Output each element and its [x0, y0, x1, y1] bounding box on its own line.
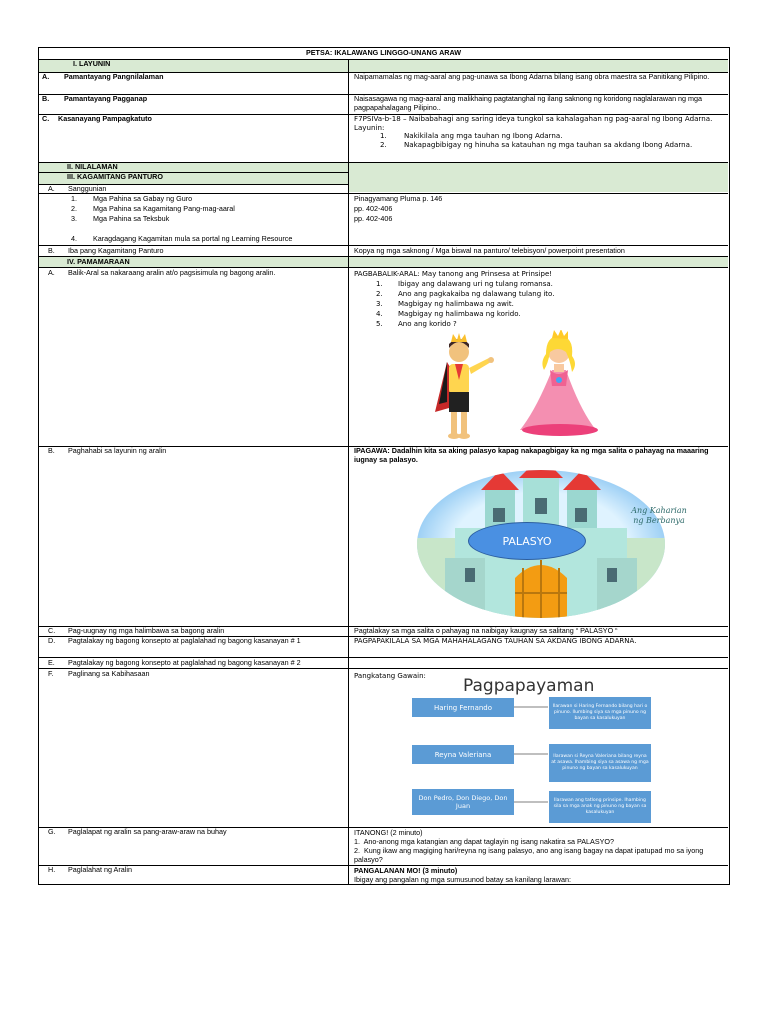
- sanggunian-value: [351, 234, 728, 245]
- label-h-pamamaraan: H.: [48, 865, 56, 874]
- label-b-pamamaraan: B.: [48, 446, 55, 455]
- row-divider: [39, 72, 728, 73]
- sanggunian-row: 2. Mga Pahina sa Kagamitang Pang-mag-aaral: [71, 204, 235, 213]
- sanggunian-value: pp. 402-406: [354, 204, 393, 213]
- section-pamamaraan-heading: IV. PAMAMARAAN: [39, 257, 348, 267]
- haring-fernando-desc: Ilarawan si Haring Fernando bilang hari o pinuno. Ilumbing siya sa mga pinuno ng bayan sa kasalukuyan: [549, 697, 651, 729]
- pangkatang-gawain-label: Pangkatang Gawain:: [354, 672, 426, 680]
- pagtalakay-1-text: PAGPAPAKILALA SA MGA MAHAHALAGANG TAUHAN SA AKDANG IBONG ADARNA.: [354, 637, 637, 645]
- paghahabi-text: IPAGAWA: Dadalhin kita sa aking palasyo kapag nakapagbigay ka ng mga salita o pahayag na maaaring iugnay sa palasyo.: [354, 446, 709, 464]
- label-c-pamamaraan: C.: [48, 626, 56, 635]
- row-divider: [39, 827, 728, 828]
- pag-uugnay-text: Pagtalakay sa mga salita o pahayag na naibigay kaugnay sa salitang “ PALASYO “: [354, 626, 618, 635]
- row-divider: [39, 256, 728, 257]
- row-divider: [39, 267, 728, 268]
- paglinang-label: Paglinang sa Kabihasaan: [68, 669, 150, 678]
- layunin-item: 1. Nakikilala ang mga tauhan ng Ibong Adarna.: [380, 131, 563, 141]
- pagtalakay-1-label: Pagtalakay ng bagong konsepto at paglalahad ng bagong kasanayan # 1: [68, 636, 301, 645]
- sanggunian-label: Sanggunian: [68, 184, 107, 193]
- row-divider: [39, 626, 728, 627]
- label-c-layunin: C.: [42, 114, 50, 123]
- sanggunian-row: 4. Karagdagang Kagamitan mula sa portal ng Learning Resource: [71, 234, 293, 243]
- row-divider: [39, 172, 348, 173]
- row-divider: [39, 657, 728, 658]
- label-b-kagamitan: B.: [48, 246, 55, 255]
- iba-pang-kagamitan-value: Kopya ng mga saknong / Mga biswal na panturo/ telebisyon/ powerpoint presentation: [354, 246, 625, 255]
- balik-aral-content: [351, 268, 728, 330]
- pagpapayaman-title: Pagpapayaman: [463, 676, 595, 696]
- prince-illustration: [427, 332, 495, 442]
- balik-aral-item: 2. Ano ang pagkakaiba ng dalawang tulang ito.: [376, 290, 555, 298]
- pamantayang-pangnilalaman-label: Pamantayang Pangnilalaman: [64, 72, 164, 81]
- itanong-heading: ITANONG! (2 minuto): [354, 828, 423, 837]
- palasyo-label: PALASYO: [468, 522, 586, 560]
- row-divider: [39, 59, 728, 60]
- reyna-valeriana-desc: Ilarawan si Reyna Valeriana bilang reyna at asawa. Ihambing siya sa asawa ng mga pinuno ng bayan sa kasalukuyan: [549, 744, 651, 782]
- lesson-plan-table: [38, 47, 730, 885]
- layunin-sub: Layunin:: [354, 122, 385, 132]
- flow-arrows: [514, 698, 550, 808]
- label-a-kagamitan: A.: [48, 184, 55, 193]
- sanggunian-value: Pinagyamang Pluma p. 146: [354, 194, 443, 203]
- row-divider: [39, 245, 728, 246]
- competency-code: F7PSIVa-b-18 – Naibabahagi ang saring ideya tungkol sa kahalagahan ng pag-aaral ng Ibong Adarna.: [354, 114, 713, 123]
- itanong-item: 1. Ano-anong mga katangian ang dapat taglayin ng isang nakatira sa PALASYO?: [354, 837, 615, 846]
- sanggunian-value: pp. 402-406: [354, 214, 393, 223]
- label-b-layunin: B.: [42, 94, 50, 103]
- paglalapat-content: [351, 827, 728, 865]
- balik-aral-item: 3. Magbigay ng halimbawa ng awit.: [376, 300, 514, 308]
- itanong-item: 2. Kung ikaw ang magiging hari/reyna ng isang palasyo, ano ang isang bagay na dapat ipatupad mo sa iyong palasyo?: [354, 846, 704, 864]
- pagtalakay-2-label: Pagtalakay ng bagong konsepto at paglalahad ng bagong kasanayan # 2: [68, 658, 301, 667]
- section-layunin-heading: I. LAYUNIN: [39, 59, 348, 72]
- section-layunin-value: [348, 59, 728, 72]
- label-a-pamamaraan: A.: [48, 268, 55, 277]
- princess-illustration: [516, 330, 600, 440]
- pangalanan-text: Ibigay ang pangalan ng mga sumusunod batay sa kanilang larawan:: [354, 875, 571, 884]
- iba-pang-kagamitan-label: Iba pang Kagamitang Panturo: [68, 246, 164, 255]
- section-nilalaman-heading: II. NILALAMAN: [39, 162, 348, 172]
- section-pamamaraan-value: [348, 257, 728, 267]
- haring-fernando-box: Haring Fernando: [412, 698, 514, 717]
- sanggunian-row: 3. Mga Pahina sa Teksbuk: [71, 214, 170, 223]
- pamantayang-pagganap-label: Pamantayang Pagganap: [64, 94, 148, 103]
- sanggunian-row: 1. Mga Pahina sa Gabay ng Guro: [71, 194, 193, 203]
- column-divider: [348, 59, 349, 884]
- balik-aral-label: Balik-Aral sa nakaraang aralin at/o pagsisimula ng bagong aralin.: [68, 268, 276, 277]
- section-kagamitan-value: [348, 172, 728, 192]
- kasanayang-pampagkatuto-text: [351, 114, 728, 162]
- balik-aral-heading: PAGBABALIK-ARAL: May tanong ang Prinsesa at Prinsipe!: [354, 270, 553, 278]
- row-divider: [39, 446, 728, 447]
- balik-aral-item: 5. Ano ang korido ?: [376, 320, 457, 328]
- reyna-valeriana-box: Reyna Valeriana: [412, 745, 514, 764]
- paglalapat-label: Paglalapat ng aralin sa pang-araw-araw na buhay: [68, 827, 227, 836]
- section-nilalaman-value: [348, 162, 728, 172]
- paghahabi-label: Paghahabi sa layunin ng aralin: [68, 446, 167, 455]
- label-a-layunin: A.: [42, 72, 50, 81]
- mga-prinsipe-box: Don Pedro, Don Diego, Don Juan: [412, 789, 514, 815]
- pamantayang-pagganap-text: Naisasagawa ng mag-aaral ang malikhaing pagtatanghal ng ilang saknong ng koridong naglalarawan ng mga pagpapahalagang Pilipino..: [354, 94, 703, 112]
- date-header: PETSA: IKALAWANG LINGGO-UNANG ARAW: [305, 48, 462, 57]
- layunin-item: 2. Nakapagbibigay ng hinuha sa katauhan ng mga tauhan sa akdang Ibong Adarna.: [380, 139, 693, 149]
- label-g-pamamaraan: G.: [48, 827, 56, 836]
- row-divider: [39, 636, 728, 637]
- balik-aral-item: 1. Ibigay ang dalawang uri ng tulang romansa.: [376, 280, 553, 288]
- paglalahat-content: [351, 865, 728, 884]
- row-divider: [39, 184, 348, 185]
- label-d-pamamaraan: D.: [48, 636, 56, 645]
- row-divider: [39, 94, 728, 95]
- row-divider: [39, 668, 728, 669]
- section-kagamitan-heading: III. KAGAMITANG PANTURO: [39, 172, 348, 184]
- mga-prinsipe-desc: Ilarawan ang tatlong prinsipe. Ihambing sila sa mga anak ng pinuno ng bayan sa kasalukuyan: [549, 791, 651, 823]
- row-divider: [39, 114, 728, 115]
- label-e-pamamaraan: E.: [48, 658, 55, 667]
- castle-script-title: Ang Kaharian ng Berbanya: [631, 506, 687, 525]
- balik-aral-item: 4. Magbigay ng halimbawa ng korido.: [376, 310, 521, 318]
- row-divider: [39, 865, 728, 866]
- pamantayang-pangnilalaman-text: Naipamamalas ng mag-aaral ang pag-unawa sa Ibong Adarna bilang isang obra maestra sa Panitikang Pilipino.: [354, 72, 710, 81]
- paglalahat-label: Paglalahat ng Aralin: [68, 865, 132, 874]
- row-divider: [39, 193, 728, 194]
- kasanayang-pampagkatuto-label: Kasanayang Pampagkatuto: [58, 114, 152, 123]
- row-divider: [39, 162, 728, 163]
- pag-uugnay-label: Pag-uugnay ng mga halimbawa sa bagong aralin: [68, 626, 225, 635]
- pangalanan-heading: PANGALANAN MO! (3 minuto): [354, 866, 458, 875]
- label-f-pamamaraan: F.: [48, 669, 54, 678]
